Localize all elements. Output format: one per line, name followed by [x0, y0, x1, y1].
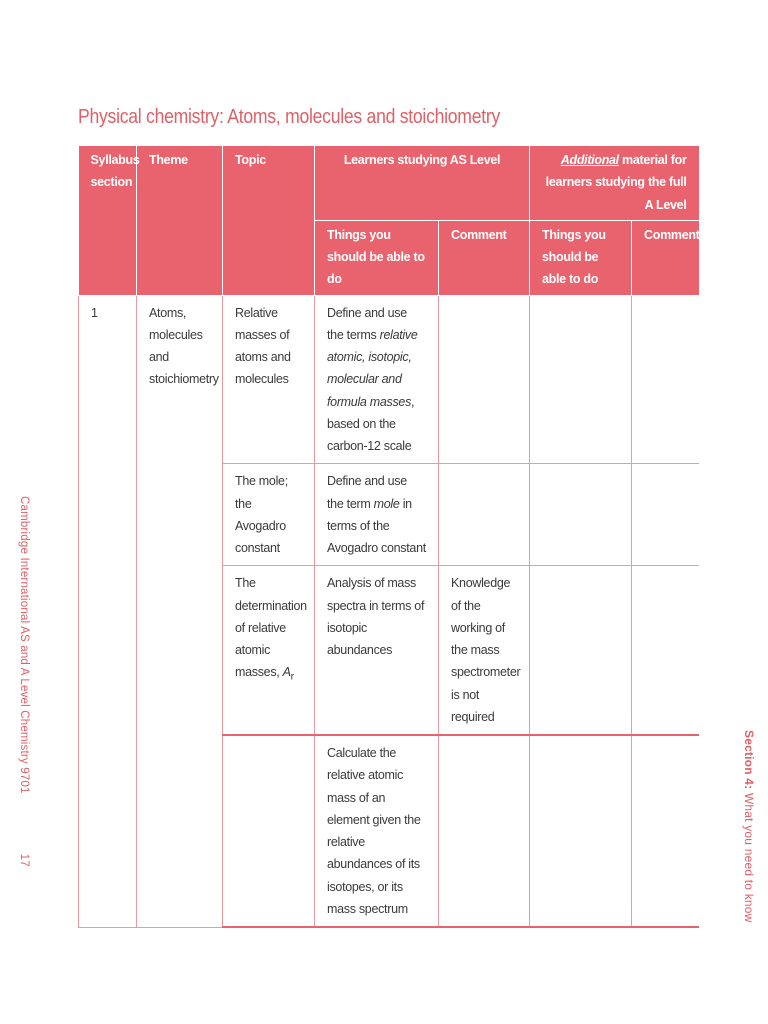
topic-text: The determination of relative atomic masses,: [235, 576, 307, 680]
table-row: [79, 295, 699, 464]
as-things-text-end: in terms of the Avogadro constant: [327, 496, 426, 555]
as-comment-cell: Knowledge of the working of the mass spectrometer is not required: [439, 566, 530, 735]
as-things-cell: Analysis of mass spectra in terms of isotopic abundances: [315, 566, 439, 735]
as-things-cell: Calculate the relative atomic mass of an element given the relative abundances of its isotopes, or its mass spectrum: [315, 735, 439, 927]
a-comment-cell: [632, 464, 699, 566]
as-things-cell: [315, 295, 439, 464]
topic-cell: Relative masses of atoms and molecules: [223, 295, 315, 464]
a-comment-cell: [632, 735, 699, 927]
side-section-label: [742, 730, 756, 923]
header-syllabus-section: Syllabus section: [79, 146, 137, 295]
a-things-cell: [530, 566, 632, 735]
a-things-cell: [530, 464, 632, 566]
header-additional-emphasis: Additional: [560, 153, 619, 167]
syllabus-table: [78, 146, 699, 928]
section-label: Section 4:: [742, 730, 756, 790]
as-comment-cell: [439, 735, 530, 927]
header-theme: Theme: [137, 146, 223, 295]
table-header: [79, 146, 699, 295]
header-a-level: [530, 146, 699, 220]
as-comment-cell: [439, 295, 530, 464]
side-document-label: [18, 496, 30, 996]
header-a-comment: Comment: [632, 220, 699, 295]
header-topic: Topic: [223, 146, 315, 295]
topic-cell: The mole; the Avogadro constant: [223, 464, 315, 566]
topic-cell: [223, 566, 315, 735]
as-comment-cell: [439, 464, 530, 566]
page-title: Physical chemistry: Atoms, molecules and stoichiometry: [78, 106, 501, 128]
header-as-comment: Comment: [439, 220, 530, 295]
as-things-text: Define and use the terms: [327, 305, 407, 342]
topic-subscript: r: [290, 671, 294, 683]
theme-cell: Atoms, molecules and stoichiometry: [137, 295, 223, 927]
a-comment-cell: [632, 295, 699, 464]
section-title: What you need to know: [742, 789, 756, 923]
as-things-cell: [315, 464, 439, 566]
as-things-italic: mole: [373, 496, 400, 511]
a-comment-cell: [632, 566, 699, 735]
header-a-things: Things you should be able to do: [530, 220, 632, 295]
as-things-text-end: , based on the carbon-12 scale: [327, 394, 415, 453]
header-as-things: Things you should be able to do: [315, 220, 439, 295]
topic-cell: [223, 735, 315, 927]
table-body: [79, 295, 699, 927]
topic-symbol: A: [282, 665, 291, 680]
header-additional-text: material for learners studying the full A Level: [545, 153, 687, 212]
document-name: Cambridge International AS and A Level Chemistry 9701: [18, 496, 30, 794]
as-things-text: Define and use the term: [327, 474, 407, 511]
page-number: 17: [18, 853, 30, 867]
header-as-level: Learners studying AS Level: [315, 146, 530, 220]
section-cell: 1: [79, 295, 137, 927]
a-things-cell: [530, 735, 632, 927]
as-things-italic: relative atomic, isotopic, molecular and formula masses: [327, 327, 418, 409]
a-things-cell: [530, 295, 632, 464]
